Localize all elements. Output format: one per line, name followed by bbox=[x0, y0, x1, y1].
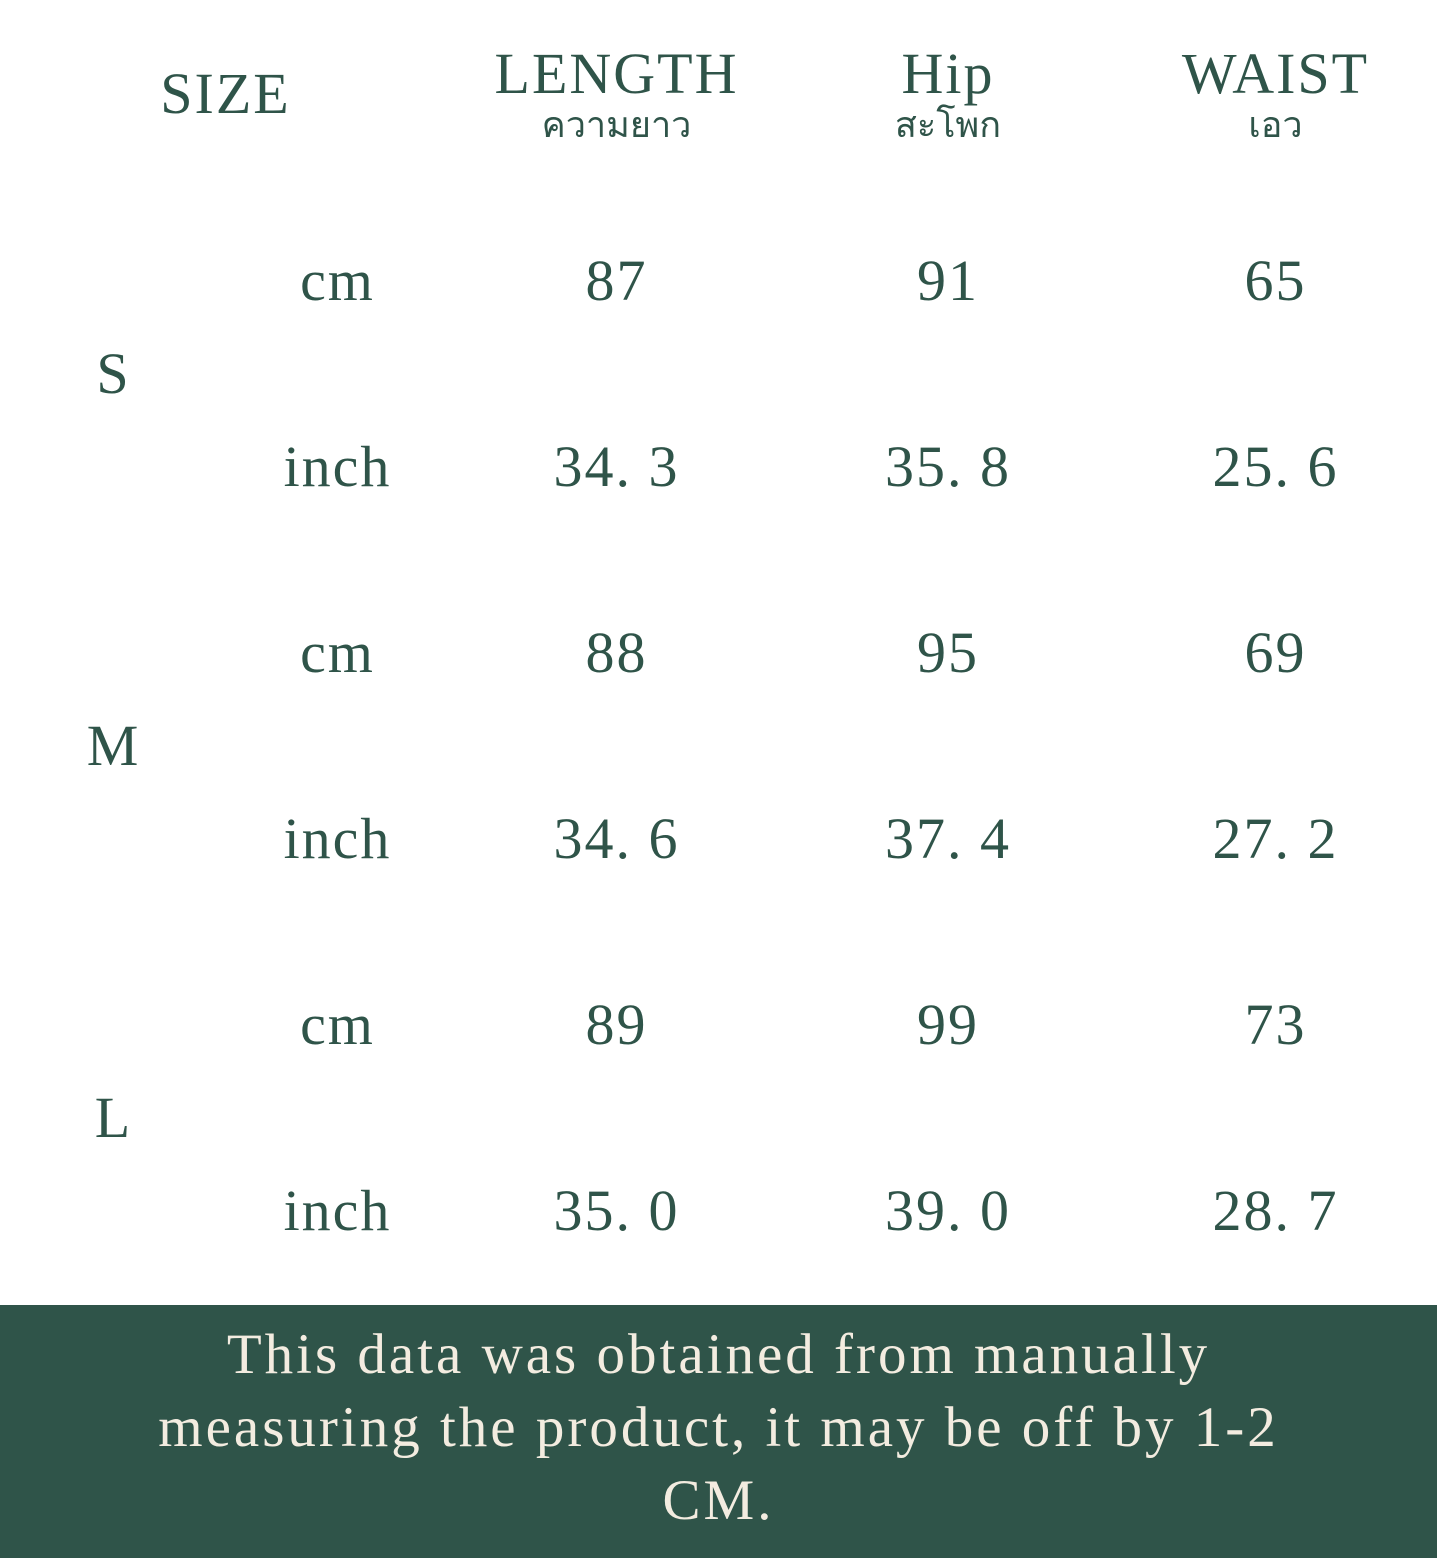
value-waist-cm-m: 69 bbox=[1113, 560, 1437, 746]
unit-label-inch-l: inch bbox=[226, 1118, 450, 1304]
header-hip bbox=[784, 2, 1113, 188]
header-waist-thai: เอว bbox=[1114, 107, 1437, 145]
table-header-row bbox=[2, 2, 1437, 188]
value-waist-cm-l: 73 bbox=[1113, 932, 1437, 1118]
value-hip-cm-l: 99 bbox=[784, 932, 1113, 1118]
value-length-cm-s: 87 bbox=[450, 188, 784, 374]
value-length-inch-s: 34. 3 bbox=[450, 374, 784, 560]
unit-label-cm-l: cm bbox=[226, 932, 450, 1118]
value-waist-cm-s: 65 bbox=[1113, 188, 1437, 374]
value-length-inch-l: 35. 0 bbox=[450, 1118, 784, 1304]
table-row bbox=[2, 188, 1437, 374]
value-length-cm-l: 89 bbox=[450, 932, 784, 1118]
unit-label-cm-s: cm bbox=[226, 188, 450, 374]
value-waist-inch-l: 28. 7 bbox=[1113, 1118, 1437, 1304]
unit-label-inch-m: inch bbox=[226, 746, 450, 932]
measurement-disclaimer bbox=[0, 1305, 1437, 1558]
header-waist-label: WAIST bbox=[1182, 41, 1369, 106]
disclaimer-line-2: measuring the product, it may be off by 1-2 bbox=[158, 1392, 1278, 1465]
value-hip-cm-s: 91 bbox=[784, 188, 1113, 374]
size-label-m: M bbox=[2, 560, 226, 932]
disclaimer-line-1: This data was obtained from manually bbox=[158, 1319, 1278, 1392]
header-hip-thai: สะโพก bbox=[785, 107, 1111, 145]
header-size-label: SIZE bbox=[160, 61, 290, 126]
header-length-label: LENGTH bbox=[495, 41, 739, 106]
value-hip-inch-l: 39. 0 bbox=[784, 1118, 1113, 1304]
table-row bbox=[2, 932, 1437, 1118]
value-length-cm-m: 88 bbox=[450, 560, 784, 746]
unit-label-cm-m: cm bbox=[226, 560, 450, 746]
header-length bbox=[450, 2, 784, 188]
value-waist-inch-s: 25. 6 bbox=[1113, 374, 1437, 560]
disclaimer-line-3: CM. bbox=[158, 1465, 1278, 1538]
header-hip-label: Hip bbox=[902, 41, 995, 106]
table-row bbox=[2, 560, 1437, 746]
header-size bbox=[2, 2, 450, 188]
value-length-inch-m: 34. 6 bbox=[450, 746, 784, 932]
header-waist bbox=[1113, 2, 1437, 188]
value-waist-inch-m: 27. 2 bbox=[1113, 746, 1437, 932]
value-hip-inch-s: 35. 8 bbox=[784, 374, 1113, 560]
header-length-thai: ความยาว bbox=[451, 107, 782, 145]
unit-label-inch-s: inch bbox=[226, 374, 450, 560]
size-label-s: S bbox=[2, 188, 226, 560]
size-label-l: L bbox=[2, 932, 226, 1304]
value-hip-inch-m: 37. 4 bbox=[784, 746, 1113, 932]
value-hip-cm-m: 95 bbox=[784, 560, 1113, 746]
